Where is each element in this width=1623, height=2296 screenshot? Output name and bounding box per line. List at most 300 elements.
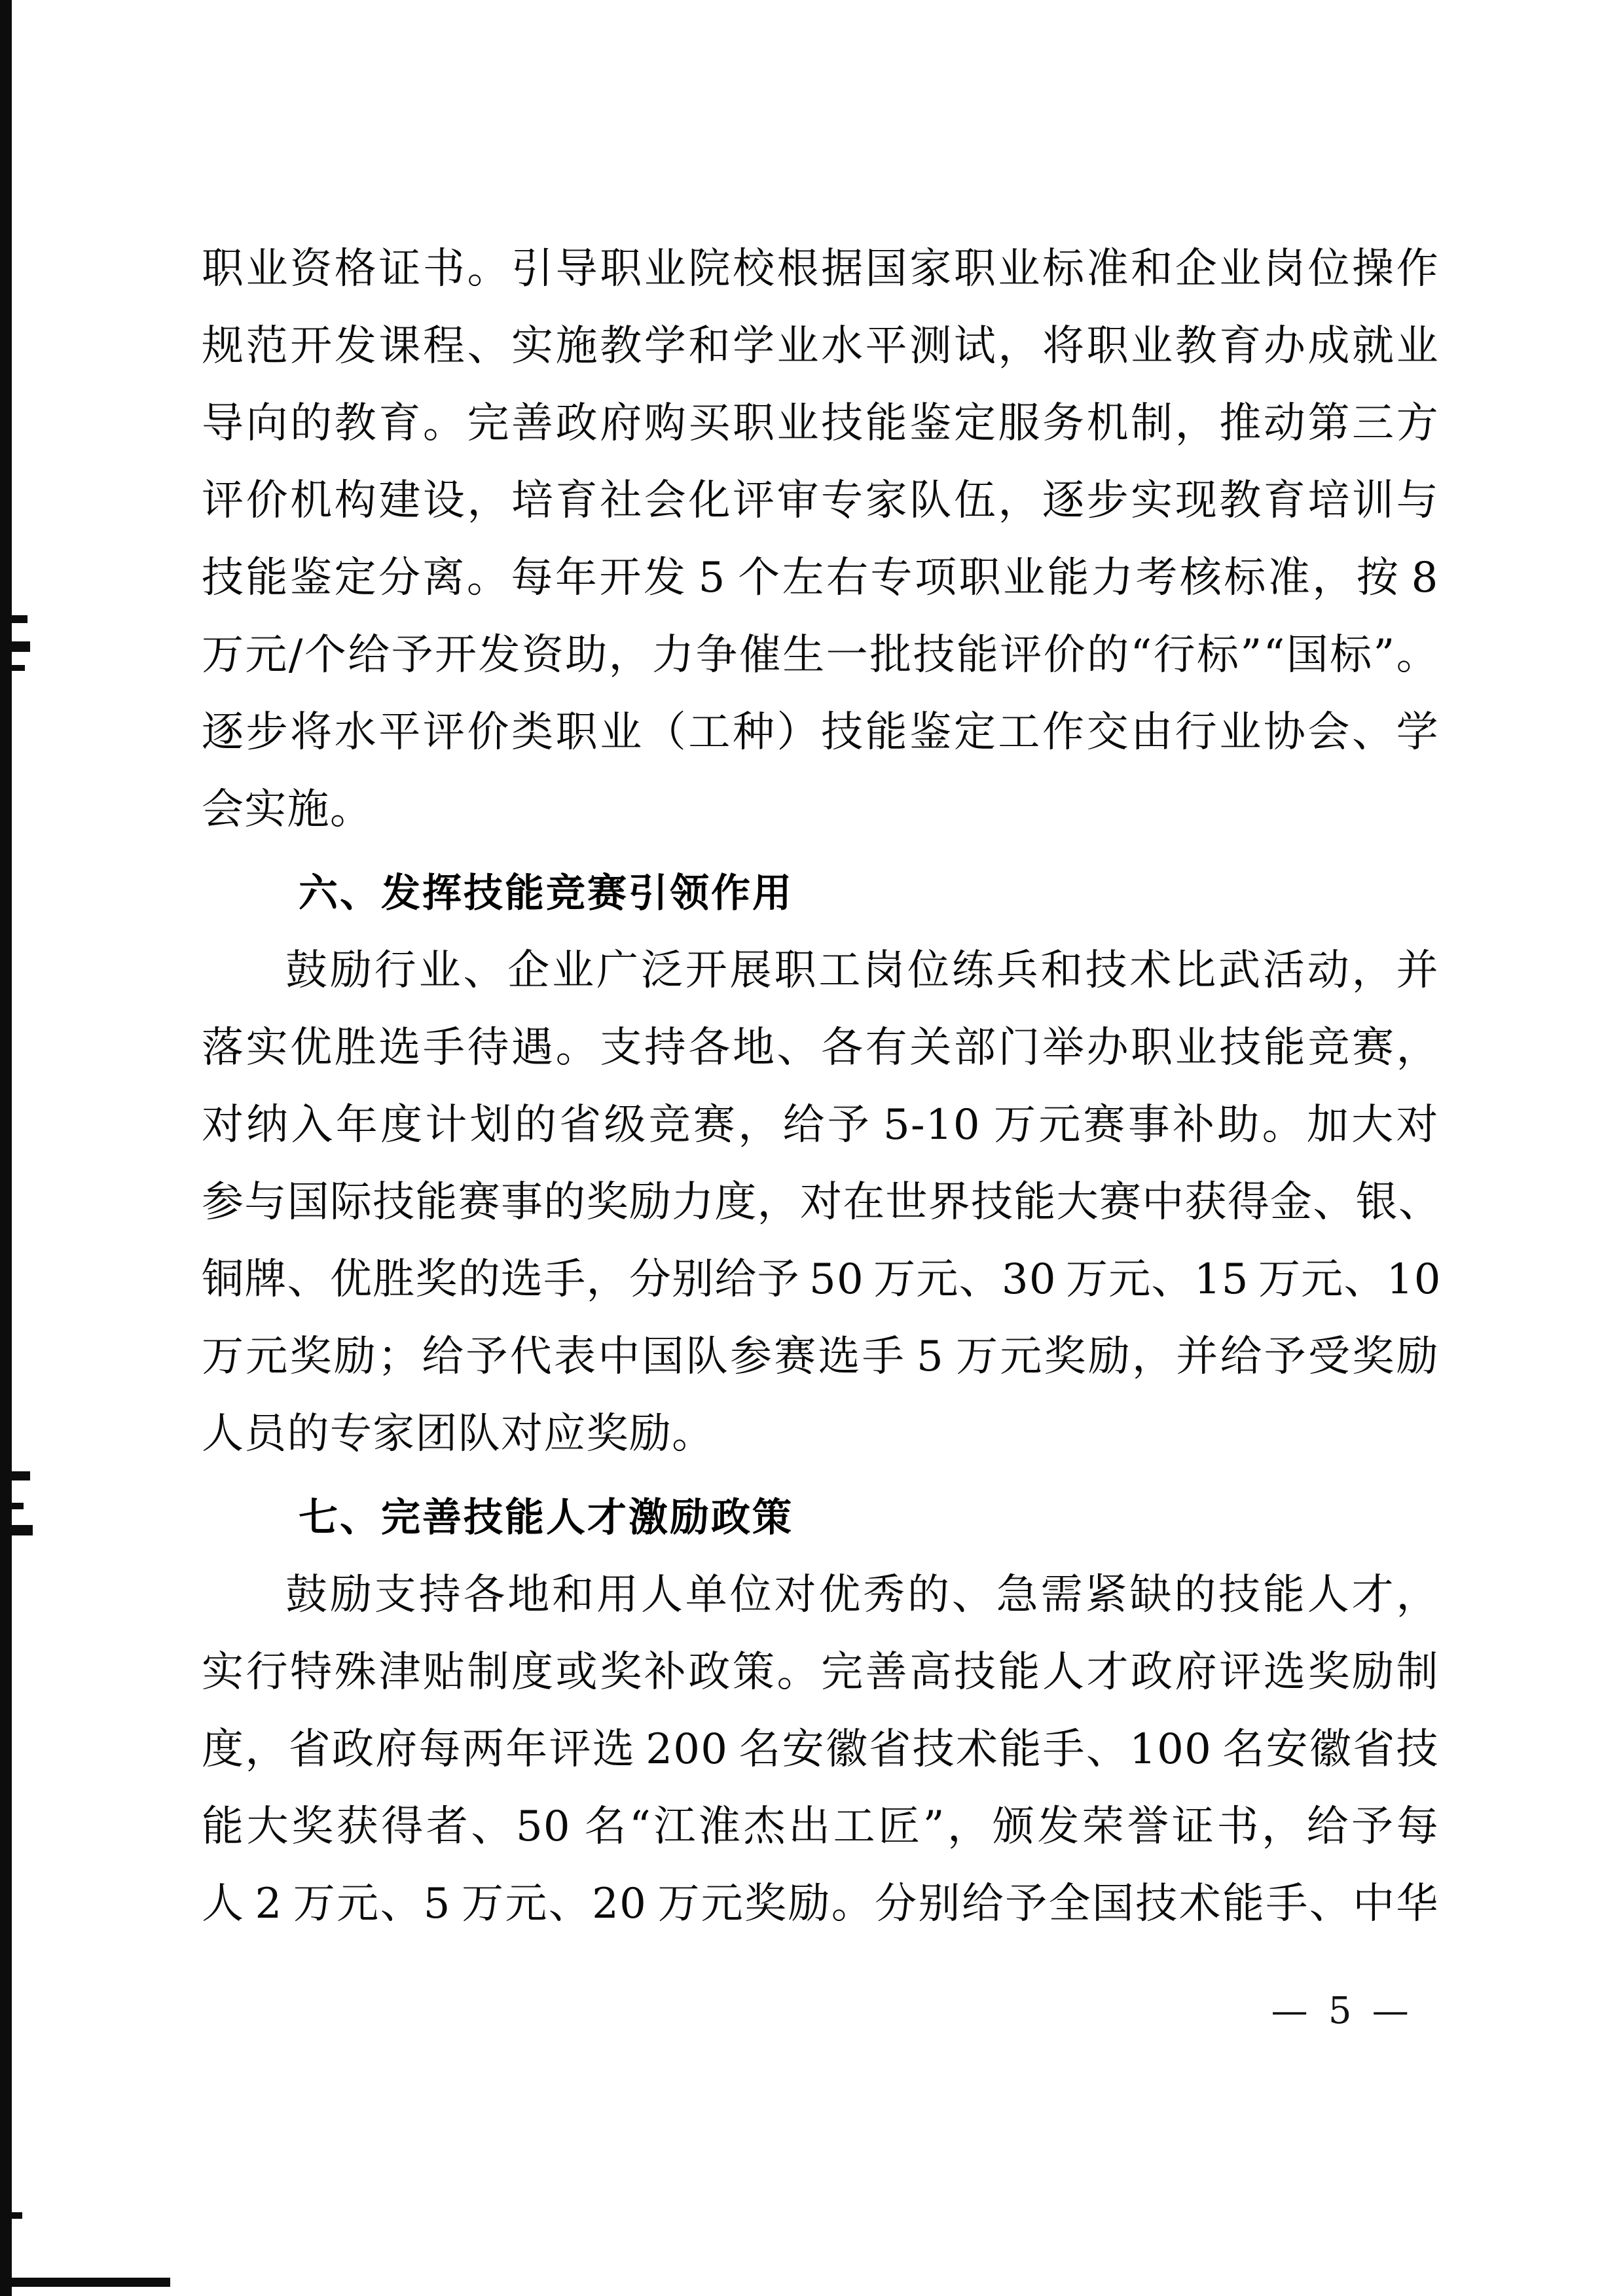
glyph: 实	[511, 322, 555, 370]
glyph: 年	[335, 1101, 379, 1149]
glyph: 实	[202, 1648, 245, 1696]
glyph: 胜	[373, 1255, 416, 1304]
glyph: 级	[604, 1101, 647, 1149]
glyph: 20	[592, 1880, 647, 1928]
glyph: 企	[507, 946, 551, 995]
glyph: 位	[1307, 245, 1351, 293]
glyph: 胜	[334, 1024, 378, 1072]
glyph: 技	[373, 1178, 416, 1227]
glyph: 社	[600, 476, 643, 525]
glyph: 名	[739, 1725, 782, 1774]
glyph: 能	[1263, 1024, 1307, 1072]
glyph: 职	[1086, 322, 1129, 370]
glyph: 奖	[600, 1648, 643, 1696]
glyph: 职	[555, 708, 598, 757]
glyph: 证	[378, 245, 422, 293]
glyph: 选	[818, 1333, 861, 1381]
glyph: 机	[290, 476, 333, 525]
glyph: 奖	[289, 1333, 333, 1381]
glyph: 技	[202, 554, 245, 602]
glyph: 5	[423, 1880, 451, 1928]
glyph: 规	[202, 322, 245, 370]
glyph: 业	[246, 245, 289, 293]
glyph: 对	[1396, 1101, 1439, 1149]
glyph: 政	[555, 399, 598, 448]
glyph: ”	[1373, 631, 1396, 679]
glyph: 伍	[953, 476, 997, 525]
glyph: 励	[333, 1333, 377, 1381]
glyph: 选	[500, 1255, 544, 1304]
body-line	[202, 308, 1439, 385]
glyph-space	[687, 539, 697, 617]
glyph: 计	[425, 1101, 468, 1149]
glyph: 15	[1194, 1255, 1249, 1304]
glyph: 秀	[863, 1571, 906, 1619]
glyph: 安	[1266, 1725, 1309, 1774]
glyph: 培	[1307, 476, 1351, 525]
glyph: 大	[246, 1803, 289, 1851]
glyph: 完	[821, 1648, 864, 1696]
glyph: 的	[290, 399, 333, 448]
glyph: 开	[290, 322, 333, 370]
glyph: 表	[554, 1333, 597, 1381]
glyph: 名	[1222, 1725, 1266, 1774]
glyph: 价	[467, 708, 510, 757]
glyph: 手	[862, 1333, 905, 1381]
glyph: 地	[507, 1571, 551, 1619]
glyph: ，	[1396, 1024, 1439, 1072]
glyph: 作	[1042, 708, 1085, 757]
glyph: 技	[953, 1648, 997, 1696]
glyph: 项	[915, 554, 958, 602]
glyph: 第	[1307, 399, 1351, 448]
glyph: 化	[688, 476, 731, 525]
glyph-space	[864, 1241, 873, 1318]
glyph: 完	[467, 399, 510, 448]
glyph: 能	[865, 708, 908, 757]
glyph: 万	[293, 1880, 336, 1928]
glyph: 50	[809, 1255, 864, 1304]
glyph: 选	[592, 1725, 636, 1774]
glyph: 赛	[458, 1178, 501, 1227]
glyph: 界	[928, 1178, 972, 1227]
glyph: ，	[1351, 946, 1395, 995]
glyph: 、	[1352, 708, 1395, 757]
glyph: 元	[245, 631, 288, 679]
glyph: 或	[555, 1648, 598, 1696]
glyph: 制	[1131, 399, 1174, 448]
glyph: 职	[202, 245, 245, 293]
glyph: 每	[418, 1725, 462, 1774]
glyph: 竞	[1307, 1024, 1351, 1072]
glyph: 才	[1086, 1648, 1129, 1696]
glyph: 赛	[1352, 1024, 1395, 1072]
glyph: 构	[334, 476, 378, 525]
glyph: 度	[714, 1178, 757, 1227]
glyph: 业	[998, 245, 1041, 293]
glyph: 审	[776, 476, 820, 525]
glyph: 元	[337, 1880, 380, 1928]
glyph: 练	[951, 946, 995, 995]
glyph: 津	[378, 1648, 422, 1696]
glyph: 政	[1131, 1648, 1174, 1696]
glyph: 施	[555, 322, 598, 370]
glyph: 竞	[648, 1101, 691, 1149]
glyph: 教	[600, 322, 643, 370]
glyph: 书	[422, 245, 466, 293]
glyph: 在	[843, 1178, 886, 1227]
body-line	[202, 1318, 1439, 1395]
glyph: 向	[246, 399, 289, 448]
glyph: 落	[202, 1024, 245, 1072]
glyph: 位	[729, 1571, 773, 1619]
glyph: 育	[1263, 476, 1307, 525]
glyph: ，	[998, 476, 1041, 525]
glyph: 专	[870, 554, 913, 602]
glyph-space	[1057, 1241, 1066, 1318]
glyph: 开	[435, 631, 478, 679]
scan-edge-spur	[10, 2212, 22, 2219]
glyph: “	[1130, 631, 1153, 679]
glyph: 的	[1087, 631, 1130, 679]
glyph: 手	[422, 1024, 466, 1072]
scan-edge-spur	[10, 665, 25, 671]
glyph: 业	[1002, 554, 1046, 602]
glyph: 逐	[1042, 476, 1085, 525]
glyph: 队	[909, 476, 953, 525]
glyph: 年	[505, 1725, 549, 1774]
glyph: 牌	[244, 1255, 287, 1304]
glyph: 补	[644, 1648, 687, 1696]
glyph: 术	[1129, 946, 1173, 995]
glyph: 步	[1086, 476, 1129, 525]
glyph: 。	[422, 399, 466, 448]
glyph: 由	[1131, 708, 1174, 757]
glyph: 元	[701, 1880, 744, 1928]
glyph: 政	[331, 1725, 375, 1774]
glyph: 有	[865, 1024, 908, 1072]
glyph: 手	[1266, 1880, 1309, 1928]
glyph: 华	[1396, 1880, 1439, 1928]
glyph: 标	[1197, 631, 1240, 679]
glyph: 业	[1131, 322, 1174, 370]
glyph: 评	[202, 476, 245, 525]
glyph: 评	[1219, 1648, 1262, 1696]
glyph: 分	[629, 1255, 672, 1304]
glyph: 万	[873, 1255, 917, 1304]
glyph: 业	[1219, 245, 1262, 293]
glyph: 万	[657, 1880, 701, 1928]
glyph: 人	[1042, 1648, 1085, 1696]
glyph: 务	[1042, 399, 1085, 448]
glyph: 个	[738, 554, 781, 602]
glyph: 、	[1085, 1725, 1129, 1774]
glyph: 业	[600, 708, 643, 757]
glyph: 万	[993, 1101, 1037, 1149]
glyph: 能	[202, 1803, 245, 1851]
glyph: 技	[1218, 1571, 1262, 1619]
glyph: 国	[1286, 631, 1329, 679]
glyph: 受	[1308, 1333, 1351, 1381]
glyph: 服	[998, 399, 1041, 448]
glyph: 引	[511, 245, 555, 293]
body-line	[202, 462, 1439, 539]
glyph-space	[573, 1788, 582, 1865]
glyph: 善	[511, 399, 555, 448]
glyph: 技	[1396, 1725, 1439, 1774]
glyph: 证	[1171, 1803, 1215, 1851]
glyph: 元	[246, 1333, 289, 1381]
glyph: 建	[378, 476, 422, 525]
glyph: 者	[426, 1803, 469, 1851]
glyph: 位	[907, 946, 951, 995]
glyph: 参	[202, 1178, 245, 1227]
glyph-space	[906, 1318, 915, 1395]
glyph: 万	[202, 1333, 245, 1381]
glyph: 对	[774, 1571, 817, 1619]
glyph: 万	[462, 1880, 505, 1928]
scan-edge-artifact	[0, 0, 12, 2296]
glyph: 予	[1351, 1803, 1395, 1851]
document-text-column	[202, 230, 1442, 1943]
glyph: 术	[955, 1725, 999, 1774]
glyph: 学	[732, 322, 776, 370]
glyph: ，	[608, 631, 651, 679]
glyph: 与	[244, 1178, 287, 1227]
glyph: 业	[776, 399, 820, 448]
glyph: ，	[245, 1725, 288, 1774]
body-line	[202, 1865, 1439, 1943]
glyph: 并	[1396, 946, 1439, 995]
glyph: 举	[1042, 1024, 1085, 1072]
glyph: 争	[695, 631, 739, 679]
glyph-space	[945, 1318, 955, 1395]
glyph: 全	[1048, 1880, 1091, 1928]
glyph: 院	[688, 245, 731, 293]
glyph: 职	[953, 245, 997, 293]
body-line	[202, 932, 1439, 1009]
glyph: 励	[788, 1880, 831, 1928]
glyph: 术	[1178, 1880, 1222, 1928]
glyph: 人	[1307, 1571, 1351, 1619]
glyph: 发	[643, 554, 687, 602]
glyph: 动	[1307, 946, 1351, 995]
glyph: 5	[917, 1333, 945, 1381]
glyph: 交	[1086, 708, 1129, 757]
glyph: 年	[555, 554, 598, 602]
glyph: 现	[1175, 476, 1218, 525]
glyph: 际	[329, 1178, 373, 1227]
glyph: 、	[1309, 1880, 1352, 1928]
glyph: ，	[1132, 1333, 1175, 1381]
glyph-space	[452, 1865, 461, 1943]
glyph: 评	[732, 476, 776, 525]
glyph: 、	[1313, 1178, 1356, 1227]
glyph: ；	[378, 1333, 421, 1381]
glyph: 行	[1175, 708, 1218, 757]
body-line	[202, 1634, 1439, 1711]
glyph: 动	[1263, 399, 1307, 448]
glyph: 范	[246, 322, 289, 370]
glyph: 各	[463, 1571, 506, 1619]
glyph: 机	[1086, 399, 1129, 448]
glyph: 200	[646, 1725, 729, 1774]
glyph: 励	[629, 1178, 672, 1227]
glyph: 特	[290, 1648, 333, 1696]
glyph: 评	[549, 1725, 592, 1774]
glyph: 买	[688, 399, 731, 448]
glyph: 赛	[774, 1333, 817, 1381]
glyph: 府	[1175, 1648, 1218, 1696]
glyph-space	[1213, 1711, 1222, 1788]
glyph: 给	[1306, 1803, 1349, 1851]
glyph: 和	[552, 1571, 595, 1619]
glyph: 泛	[640, 946, 684, 995]
glyph: 奖	[1307, 1648, 1351, 1696]
glyph: 训	[1352, 476, 1395, 525]
glyph: 、	[471, 1803, 514, 1851]
glyph: 江	[653, 1803, 697, 1851]
glyph: 技	[971, 1178, 1014, 1227]
glyph: 各	[688, 1024, 731, 1072]
body-line	[202, 694, 1439, 771]
glyph: 业	[644, 245, 687, 293]
body-line: 会实施。	[202, 785, 373, 834]
glyph: 水	[821, 322, 864, 370]
glyph: 发	[478, 631, 521, 679]
scan-edge-spur	[10, 1503, 24, 1509]
glyph: /	[288, 631, 304, 679]
glyph: 元	[916, 1255, 959, 1304]
glyph: 励	[329, 1571, 373, 1619]
body-line	[202, 1711, 1439, 1788]
glyph: 高	[909, 1648, 953, 1696]
glyph: 地	[732, 1024, 776, 1072]
glyph: 优	[329, 1255, 373, 1304]
glyph: 、	[1343, 1255, 1387, 1304]
glyph: 核	[1179, 554, 1223, 602]
glyph: 能	[1222, 1880, 1266, 1928]
glyph: 两	[462, 1725, 505, 1774]
glyph: 业	[1175, 1024, 1218, 1072]
glyph: 度	[380, 1101, 424, 1149]
glyph: 批	[869, 631, 913, 679]
glyph: 会	[1307, 708, 1351, 757]
glyph: 。	[1262, 1101, 1305, 1149]
body-line	[202, 1241, 1442, 1318]
glyph: 出	[788, 1803, 831, 1851]
glyph: 培	[511, 476, 555, 525]
glyph: 助	[565, 631, 608, 679]
glyph: 、	[1398, 1178, 1442, 1227]
glyph: 省	[1353, 1725, 1396, 1774]
glyph: 标	[1330, 631, 1373, 679]
glyph: 。	[467, 245, 510, 293]
glyph: 工	[833, 1803, 876, 1851]
glyph: 评	[1000, 631, 1043, 679]
glyph: 国	[865, 245, 908, 293]
glyph: 育	[555, 476, 598, 525]
glyph: 制	[467, 1648, 510, 1696]
glyph: “	[629, 1803, 652, 1851]
glyph: 。	[776, 1648, 820, 1696]
glyph: 元	[505, 1880, 548, 1928]
glyph: 技	[1085, 946, 1128, 995]
body-line	[202, 617, 1439, 694]
glyph: 万	[202, 631, 245, 679]
glyph: 予	[1005, 1880, 1048, 1928]
glyph: 能	[1013, 1178, 1057, 1227]
glyph: 与	[1396, 476, 1439, 525]
glyph: 平	[865, 322, 908, 370]
glyph: 大	[1056, 1178, 1099, 1227]
glyph: 优	[290, 1024, 333, 1072]
glyph-space	[1400, 539, 1410, 617]
glyph: 手	[543, 1255, 587, 1304]
glyph: 元	[1000, 1333, 1043, 1381]
glyph: 协	[1263, 708, 1307, 757]
glyph: 一	[826, 631, 869, 679]
glyph: 。	[555, 1024, 598, 1072]
glyph: 得	[1227, 1178, 1271, 1227]
glyph: 殊	[334, 1648, 378, 1696]
glyph: 据	[821, 245, 864, 293]
glyph: 府	[375, 1725, 418, 1774]
glyph: 办	[1086, 1024, 1129, 1072]
glyph: 别	[672, 1255, 715, 1304]
glyph: 选	[1263, 1648, 1307, 1696]
glyph: 、	[287, 1255, 330, 1304]
glyph-space	[800, 1241, 809, 1318]
glyph: 国	[642, 1333, 685, 1381]
glyph: 。	[1396, 631, 1439, 679]
glyph: 世	[885, 1178, 928, 1227]
glyph: 奖	[744, 1880, 788, 1928]
glyph: 格	[334, 245, 378, 293]
glyph: 淮	[698, 1803, 742, 1851]
glyph: 的	[543, 1178, 587, 1227]
section-heading-6: 六、发挥技能竞赛引领作用	[299, 870, 793, 916]
glyph: 用	[596, 1571, 640, 1619]
glyph: 万	[1258, 1255, 1302, 1304]
glyph: 和	[688, 322, 731, 370]
glyph-space	[245, 1865, 254, 1943]
glyph: 将	[1042, 322, 1085, 370]
glyph: 。	[831, 1880, 875, 1928]
glyph: 予	[391, 631, 434, 679]
glyph: 鉴	[909, 399, 953, 448]
glyph: 制	[1396, 1648, 1439, 1696]
glyph: 需	[1040, 1571, 1084, 1619]
glyph: 、	[776, 1024, 820, 1072]
glyph: 实	[246, 1024, 289, 1072]
glyph: 国	[287, 1178, 330, 1227]
glyph: 生	[782, 631, 826, 679]
glyph: 导	[555, 245, 598, 293]
glyph: 办	[1263, 322, 1307, 370]
glyph: 匠	[878, 1803, 921, 1851]
glyph: 给	[1220, 1333, 1263, 1381]
glyph: 行	[246, 1648, 289, 1696]
glyph: 5	[698, 554, 726, 602]
glyph: 关	[909, 1024, 953, 1072]
body-line: 人员的专家团队对应奖励。	[202, 1410, 715, 1458]
glyph: 手	[1042, 1725, 1085, 1774]
glyph: 操	[1352, 245, 1395, 293]
glyph: ，	[998, 322, 1041, 370]
glyph: 策	[732, 1648, 776, 1696]
glyph: 资	[290, 245, 333, 293]
